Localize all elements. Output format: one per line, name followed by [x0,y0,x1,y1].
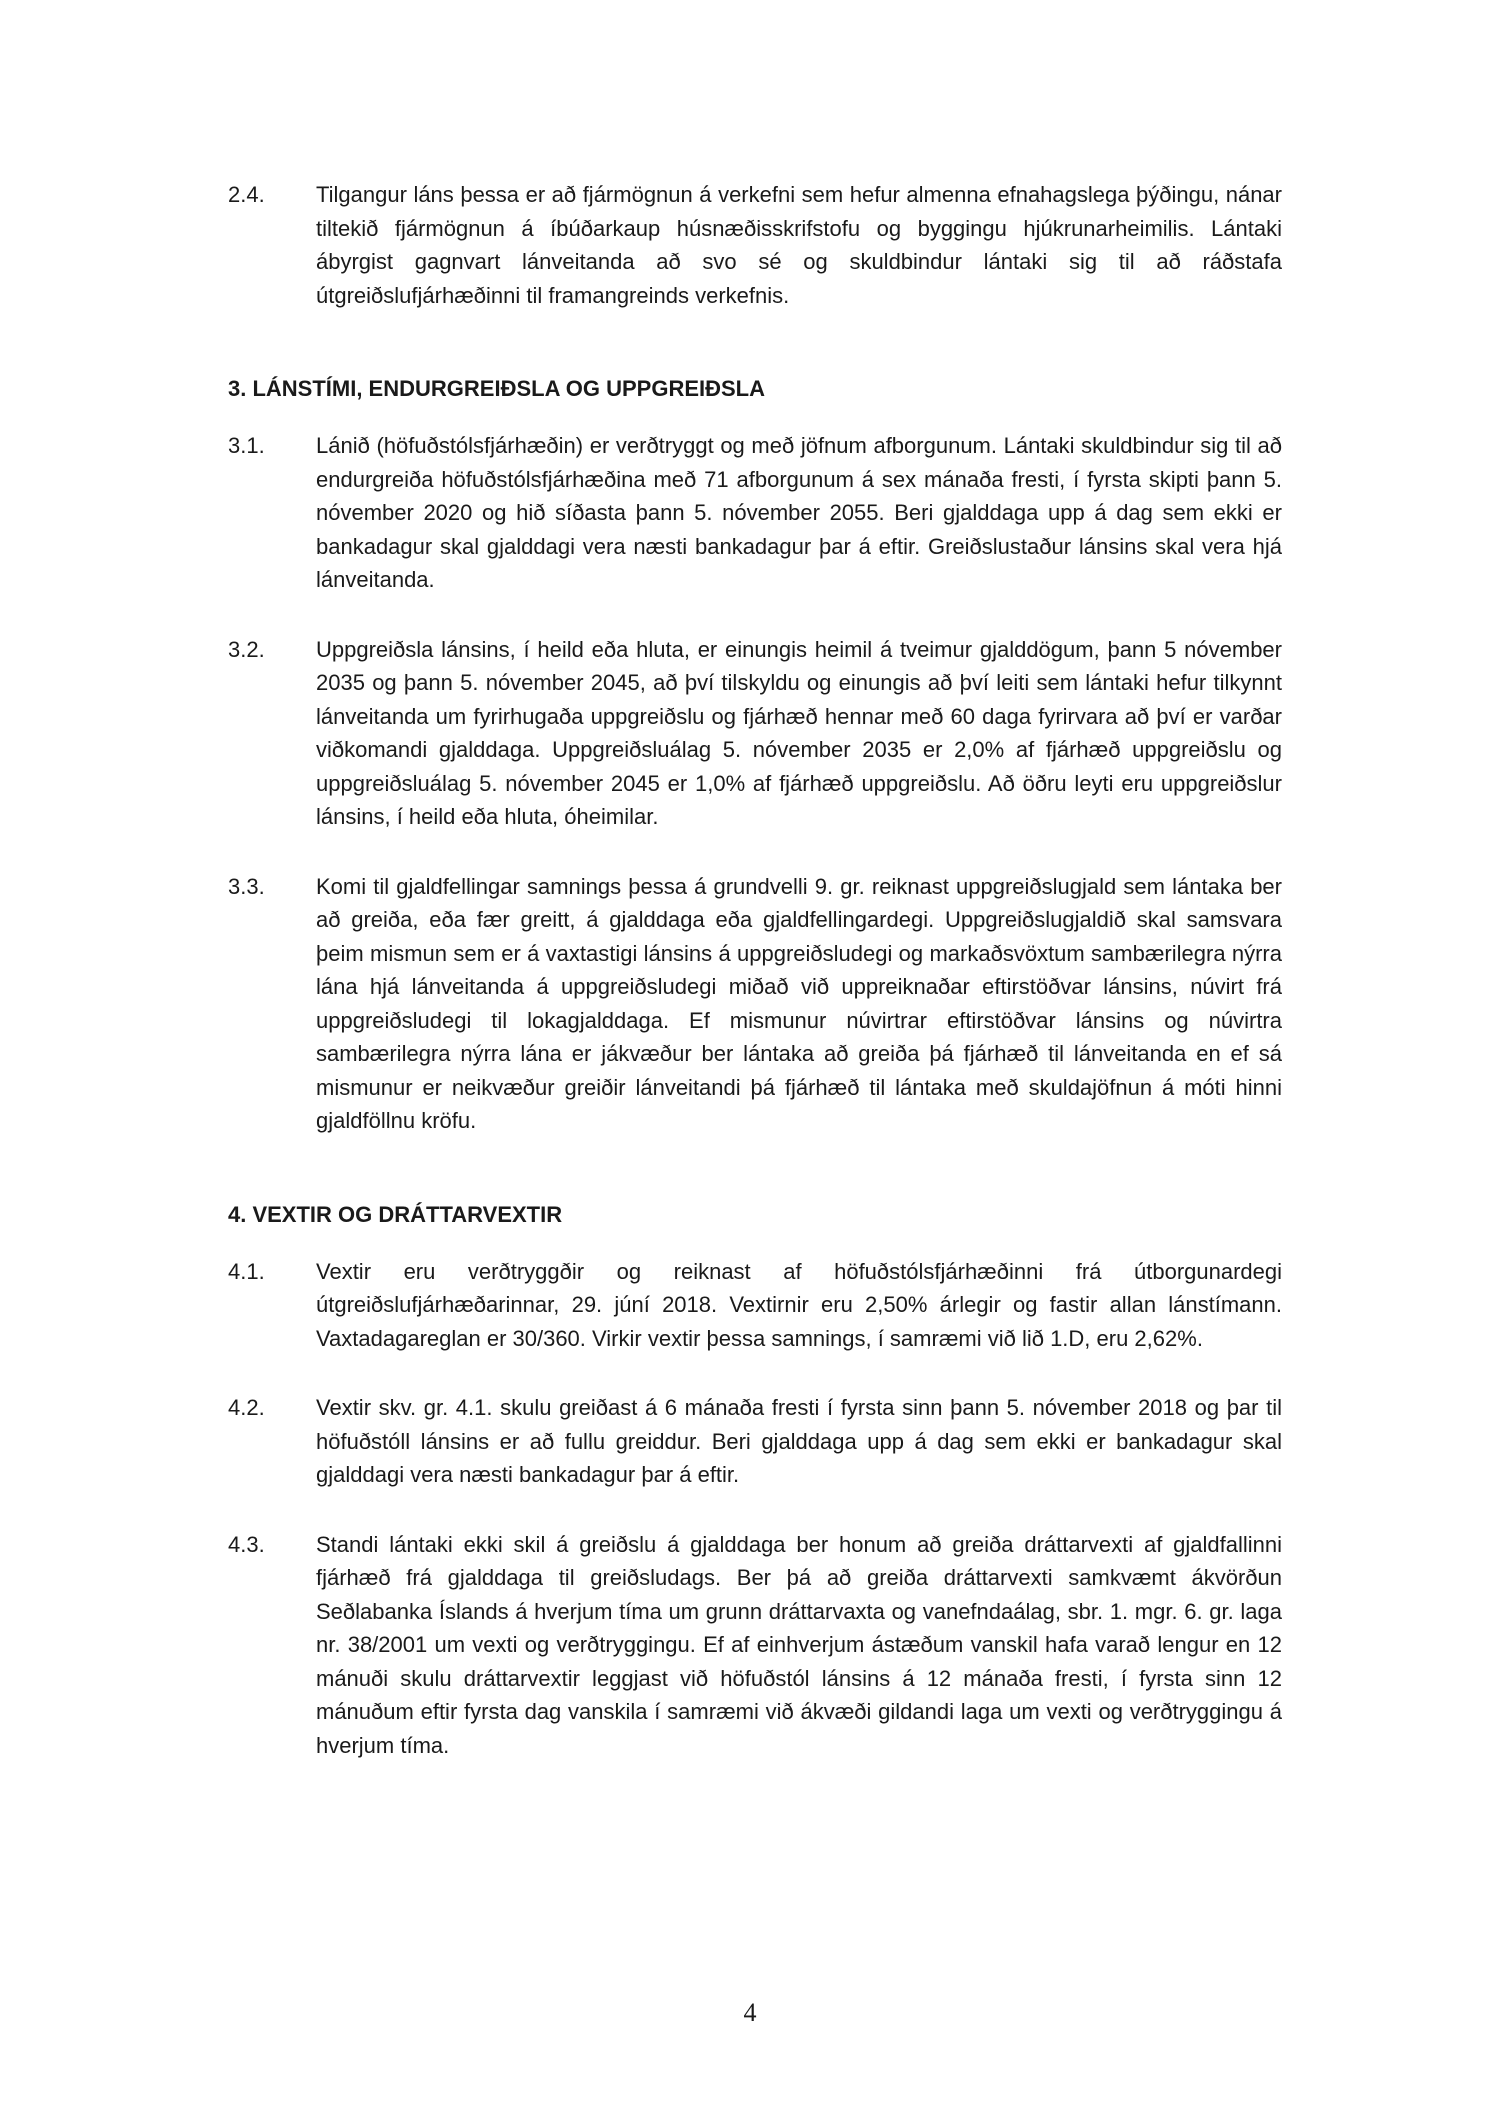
clause-4-1 [228,1255,1282,1356]
clause-text: Uppgreiðsla lánsins, í heild eða hluta, er einungis heimil á tveimur gjalddögum, þann 5 nóvember 2035 og þann 5. nóvember 2045, að því tilskyldu og einungis að því leiti sem lántaki hefur tilkynnt lánveitanda um fyrirhugaða uppgreiðslu og fjárhæð hennar með 60 daga fyrirvara að því er varðar viðkomandi gjalddaga. Uppgreiðsluálag 5. nóvember 2035 er 2,0% af fjárhæð uppgreiðslu og uppgreiðsluálag 5. nóvember 2045 er 1,0% af fjárhæð uppgreiðslu. Að öðru leyti eru uppgreiðslur lánsins, í heild eða hluta, óheimilar. [316,636,1282,829]
clause-number: 2.4. [228,182,265,207]
clause-text: Vextir eru verðtryggðir og reiknast af höfuðstólsfjárhæðinni frá útborgunardegi útgreiðslufjárhæðarinnar, 29. júní 2018. Vextirnir eru 2,50% árlegir og fastir allan lánstímann. Vaxtadagareglan er 30/360. Virkir vextir þessa samnings, í samræmi við lið 1.D, eru 2,62%. [316,1258,1282,1351]
clause-4-2 [228,1391,1282,1492]
clause-number: 4.3. [228,1531,265,1557]
clause-number: 3.1. [228,433,265,458]
clause-text: Komi til gjaldfellingar samnings þessa á grundvelli 9. gr. reiknast uppgreiðslugjald sem lántaka ber að greiða, eða fær greitt, á gjalddaga eða gjaldfellingardegi. Uppgreiðslugjaldið skal samsvara þeim mismun sem er á vaxtastigi lánsins á uppgreiðsludegi og markaðsvöxtum sambærilegra nýrra lána hjá lánveitanda á uppgreiðsludegi miðað við uppreiknaðar eftirstöðvar lánsins, núvirt frá uppgreiðsludegi til lokagjalddaga. Ef mismunur núvirtrar eftirstöðvar lánsins og núvirtra sambærilegra nýrra lána er jákvæður ber lántaka að greiða þá fjárhæð til lánveitanda en ef sá mismunur er neikvæður greiðir lánveitandi þá fjárhæð til lántaka með skuldajöfnun á móti hinni gjaldföllnu kröfu. [316,873,1282,1133]
clause-3-1 [228,429,1282,597]
clause-text: Lánið (höfuðstólsfjárhæðin) er verðtryggt og með jöfnum afborgunum. Lántaki skuldbindur sig til að endurgreiða höfuðstólsfjárhæðina með 71 afborgunum á sex mánaða fresti, í fyrsta skipti þann 5. nóvember 2020 og hið síðasta þann 5. nóvember 2055. Beri gjalddaga upp á dag sem ekki er bankadagur skal gjalddagi vera næsti bankadagur þar á eftir. Greiðslustaður lánsins skal vera hjá lánveitanda. [316,433,1282,592]
section-heading-3: 3. LÁNSTÍMI, ENDURGREIÐSLA OG UPPGREIÐSLA [228,376,766,401]
clause-3-2 [228,633,1282,834]
page-number: 4 [743,1998,757,2027]
document-body [228,178,1282,1798]
clause-number: 4.1. [228,1258,265,1284]
section-heading-4: 4. VEXTIR OG DRÁTTARVEXTIR [228,1201,563,1227]
clause-text: Standi lántaki ekki skil á greiðslu á gjalddaga ber honum að greiða dráttarvexti af gjaldfallinni fjárhæð frá gjalddaga til greiðsludags. Ber þá að greiða dráttarvexti samkvæmt ákvörðun Seðlabanka Íslands á hverjum tíma um grunn dráttarvaxta og vanefndaálag, sbr. 1. mgr. 6. gr. laga nr. 38/2001 um vexti og verðtryggingu. Ef af einhverjum ástæðum vanskil hafa varað lengur en 12 mánuði skulu dráttarvextir leggjast við höfuðstól lánsins á 12 mánaða fresti, í fyrsta sinn 12 mánuðum eftir fyrsta dag vanskila í samræmi við ákvæði gildandi laga um vexti og verðtryggingu á hverjum tíma. [316,1531,1282,1758]
clause-number: 3.3. [228,873,265,899]
clause-text: Tilgangur láns þessa er að fjármögnun á verkefni sem hefur almenna efnahagslega þýðingu, nánar tiltekið fjármögnun á íbúðarkaup húsnæðisskrifstofu og byggingu hjúkrunarheimilis. Lántaki ábyrgist gagnvart lánveitanda að svo sé og skuldbindur lántaki sig til að ráðstafa útgreiðslufjárhæðinni til framangreinds verkefnis. [316,182,1282,308]
clause-text: Vextir skv. gr. 4.1. skulu greiðast á 6 mánaða fresti í fyrsta sinn þann 5. nóvember 2018 og þar til höfuðstóll lánsins er að fullu greiddur. Beri gjalddaga upp á dag sem ekki er bankadagur skal gjalddagi vera næsti bankadagur þar á eftir. [316,1395,1282,1487]
clause-2-4 [228,178,1282,312]
clause-number: 3.2. [228,636,265,662]
clause-3-3 [228,870,1282,1138]
clause-number: 4.2. [228,1395,265,1420]
clause-4-3 [228,1528,1282,1763]
